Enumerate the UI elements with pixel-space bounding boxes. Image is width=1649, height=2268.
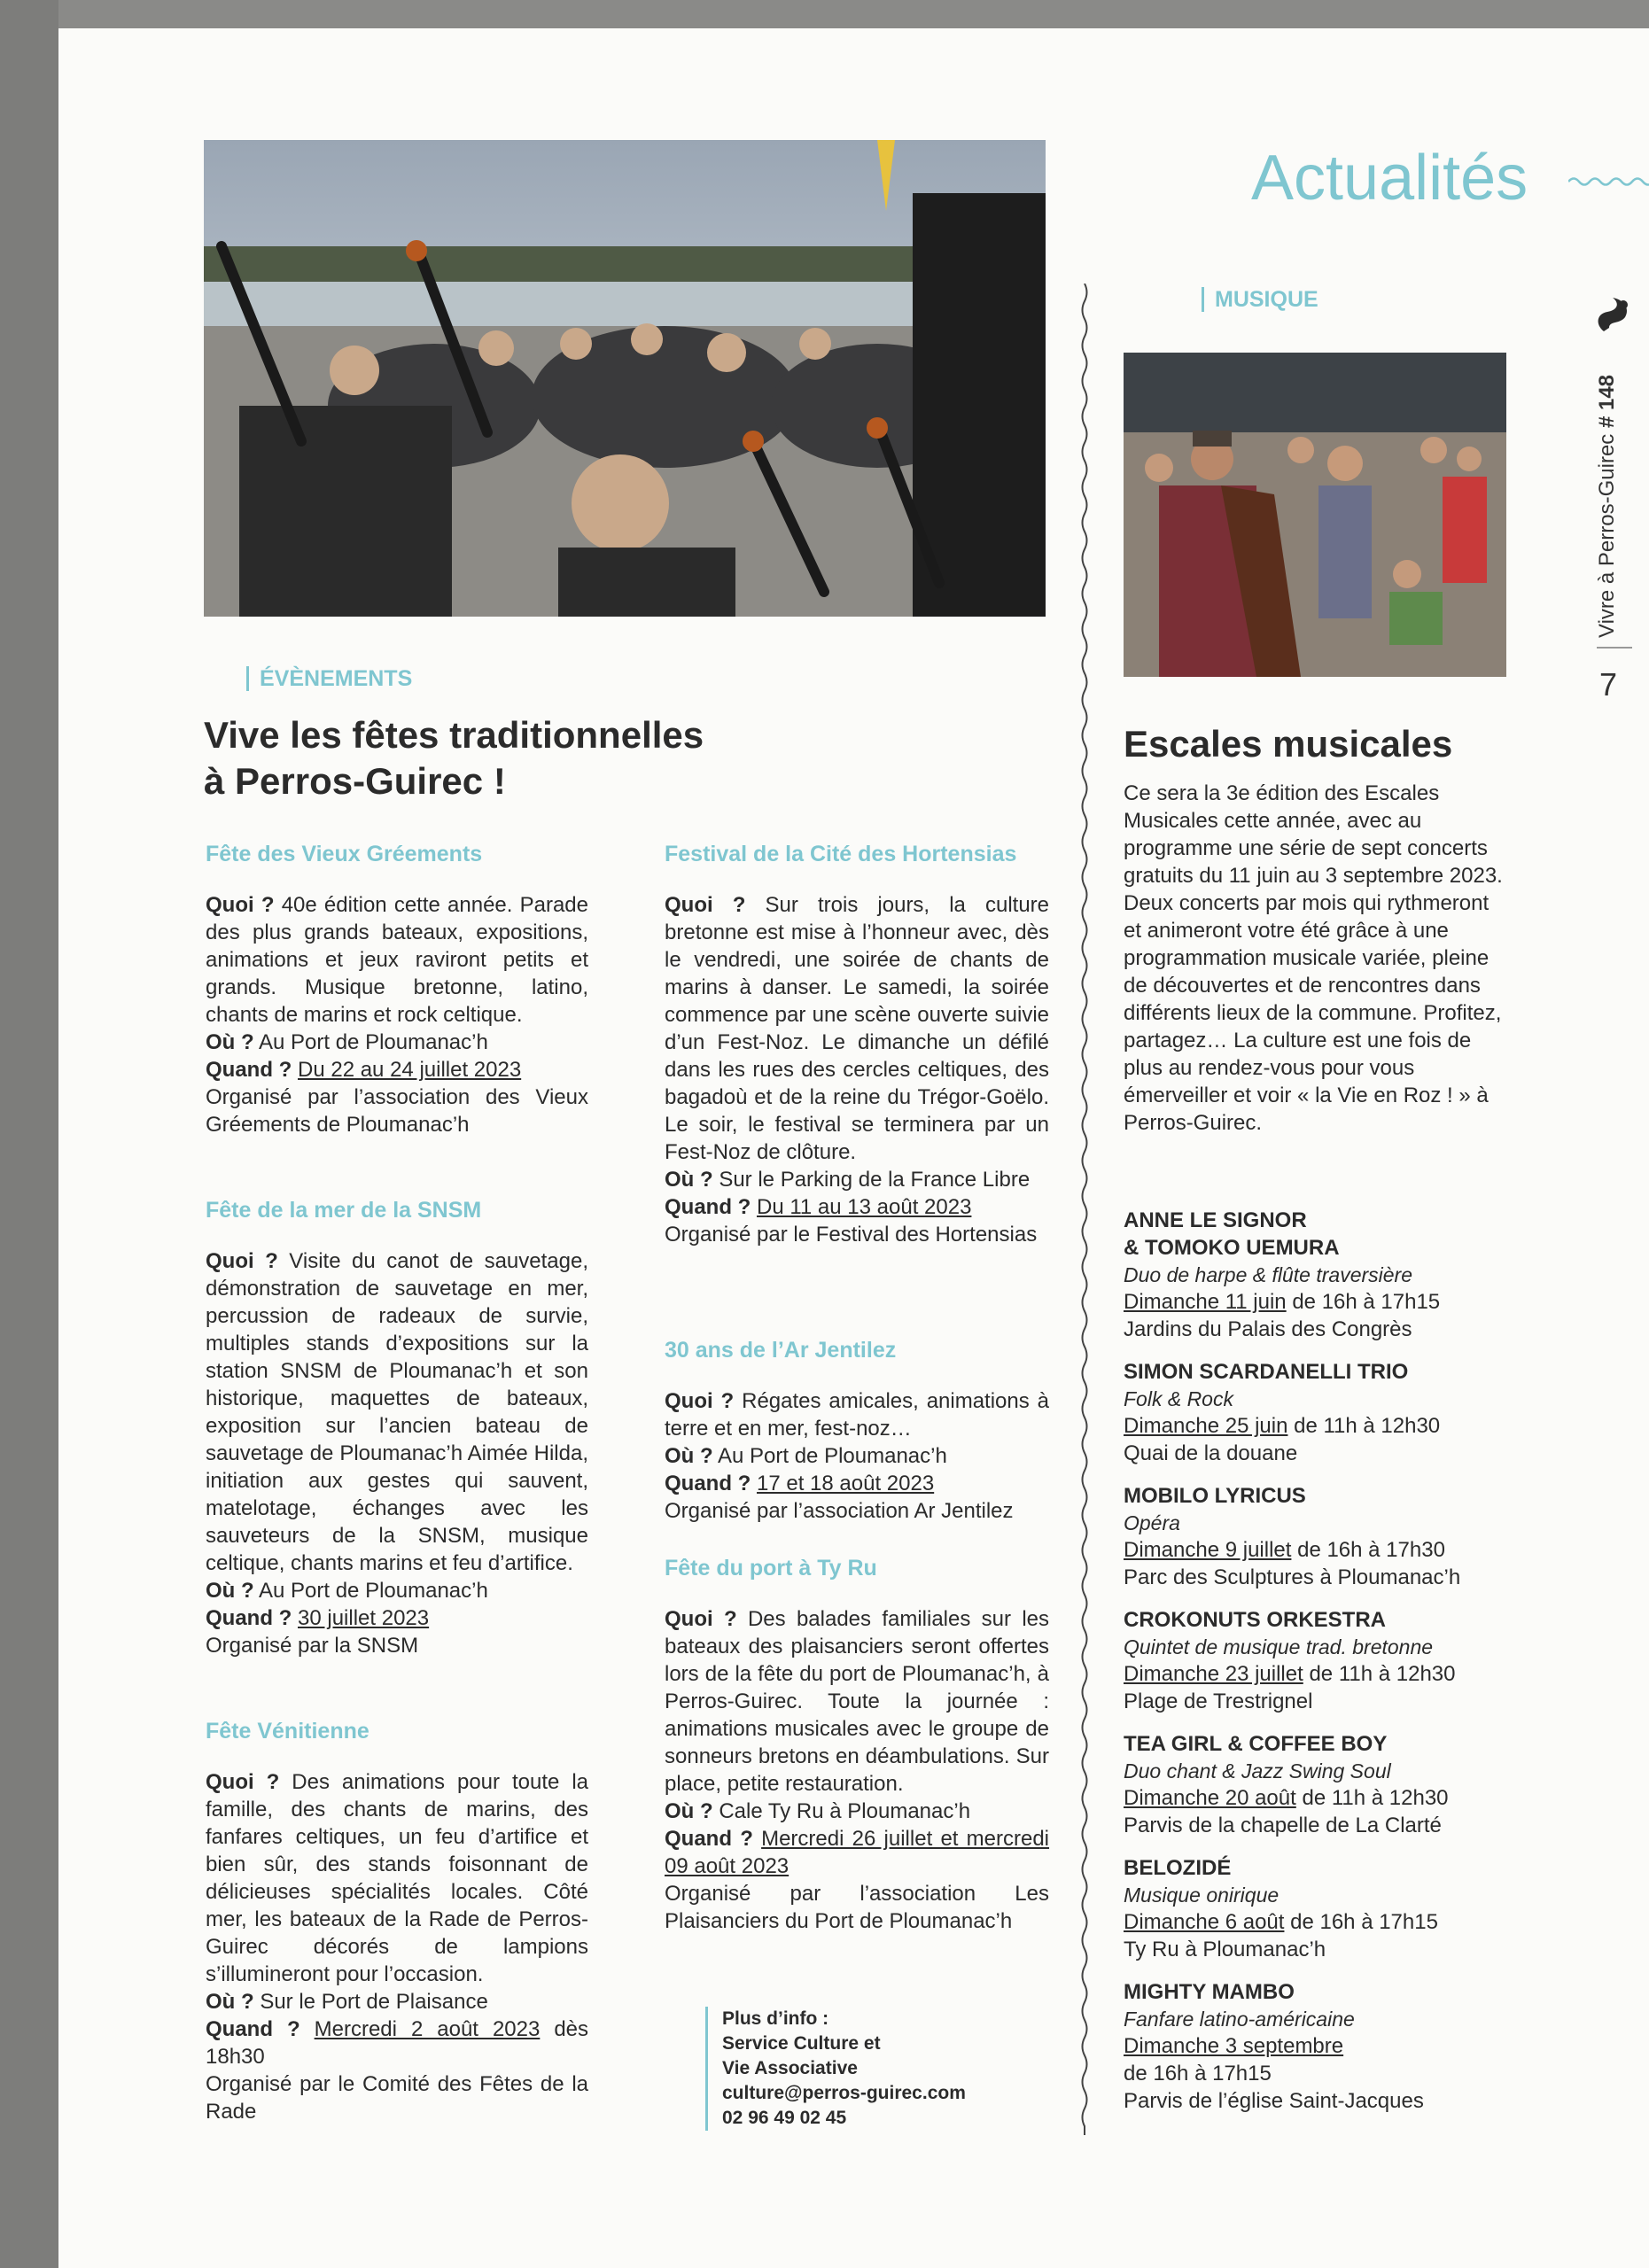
concert-item: [1124, 1730, 1513, 1839]
concert-item: [1124, 1978, 1513, 2115]
concert-item: [1124, 1207, 1513, 1343]
event-ty-ru: Quoi ? Des balades familiales sur les bateaux des plaisanciers seront offertes lors de la fête du port de Ploumanac’h, à Perros-Guirec. Toute la journée : animations musicales avec le groupe de sonneurs bretons en déambulations. Sur place, petite restauration. Où ? Cale Ty Ru à Ploumanac’h Quand ? Mercredi 26 juillet et mercredi 09 août 2023 Organisé par l’association Les Plaisanciers du Port de Ploumanac’h: [665, 1607, 1050, 1933]
subtitle-hortensias: Festival de la Cité des Hortensias: [665, 842, 1017, 866]
subtitle-snsm: Fête de la mer de la SNSM: [206, 1198, 482, 1223]
concert-item: [1124, 1854, 1513, 1963]
concert-item: [1124, 1358, 1513, 1467]
concert-place: Plage de Trestrignel: [1124, 1689, 1313, 1713]
concert-when: Dimanche 9 juillet de 16h à 17h30: [1124, 1538, 1445, 1562]
subtitle-ty-ru: Fête du port à Ty Ru: [665, 1556, 877, 1581]
concert-name: MOBILO LYRICUS: [1124, 1484, 1306, 1508]
concert-when: Dimanche 23 juillet de 11h à 12h30: [1124, 1662, 1456, 1686]
concert-item: [1124, 1606, 1513, 1715]
concert-when: Dimanche 11 juin de 16h à 17h15: [1124, 1290, 1441, 1314]
info-email-link[interactable]: culture@perros-guirec.com: [722, 2083, 966, 2103]
page-number: 7: [1599, 666, 1618, 703]
concert-time: de 16h à 17h15: [1124, 2062, 1272, 2085]
subtitle-venitienne: Fête Vénitienne: [206, 1719, 369, 1744]
section-title: Actualités: [1251, 143, 1528, 214]
concert-place: Parvis de l’église Saint-Jacques: [1124, 2089, 1424, 2113]
events-headline-line2: à Perros-Guirec !: [204, 760, 506, 802]
concert-style: Opéra: [1124, 1511, 1180, 1534]
info-service: Service Culture et: [722, 2033, 881, 2054]
concert-when: Dimanche 20 août de 11h à 12h30: [1124, 1786, 1449, 1810]
scan-border-left: [0, 0, 58, 2268]
concert-place: Parvis de la chapelle de La Clarté: [1124, 1814, 1442, 1837]
concert-when: Dimanche 3 septembre: [1124, 2034, 1344, 2058]
event-vieux-greements: Quoi ? 40e édition cette année. Parade des plus grands bateaux, expositions, animations et jeux raviront petits et grands. Musique bretonne, latino, chants de marins et rock celtique. Où ? Au Port de Ploumanac’h Quand ? Du 22 au 24 juillet 2023 Organisé par l’association des Vieux Gréements de Ploumanac’h: [206, 893, 589, 1137]
concert-when: Dimanche 25 juin de 11h à 12h30: [1124, 1414, 1441, 1438]
page-number-separator: [1597, 647, 1632, 649]
concert-style: Quintet de musique trad. bretonne: [1124, 1635, 1434, 1658]
concert-style: Duo de harpe & flûte traversière: [1124, 1263, 1413, 1286]
concert-place: Jardins du Palais des Congrès: [1124, 1317, 1412, 1341]
concert-name: ANNE LE SIGNOR: [1124, 1208, 1307, 1232]
subtitle-ar-jentilez: 30 ans de l’Ar Jentilez: [665, 1338, 897, 1363]
wave-decoration-icon: [1568, 168, 1649, 195]
concert-item: [1124, 1482, 1513, 1591]
musicians-photo: [1124, 353, 1506, 677]
magazine-logo-icon: [1595, 292, 1634, 337]
concert-list: [1124, 1207, 1513, 2130]
subtitle-vieux-greements: Fête des Vieux Gréements: [206, 842, 483, 866]
concert-name: TEA GIRL & COFFEE BOY: [1124, 1732, 1388, 1756]
music-headline: Escales musicales: [1124, 723, 1453, 765]
event-venitienne: Quoi ? Des animations pour toute la famille, des chants de marins, des fanfares celtiques, un feu d’artifice et bien sûr, des stands foisonnant de délicieuses spécialités locales. Côté mer, les bateaux de la Rade de Perros-Guirec décorés de lampions s’illumineront pour l’occasion. Où ? Sur le Port de Plaisance Quand ? Mercredi 2 août 2023 dès 18h30 Organisé par le Comité des Fêtes de la Rade: [206, 1770, 589, 2124]
event-hortensias: Quoi ? Sur trois jours, la culture bretonne est mise à l’honneur avec, dès le vendredi, une soirée de chants de marins à danser. Le samedi, la soirée commence par une scène ouverte suivie d’un Fest-Noz. Le dimanche un défilé dans les rues des cercles celtiques, des bagadoù et de la reine du Trégor-Goëlo. Le soir, le festival se terminera par un Fest-Noz de clôture. Où ? Sur le Parking de la France Libre Quand ? Du 11 au 13 août 2023 Organisé par le Festival des Hortensias: [665, 893, 1050, 1247]
events-headline-line1: Vive les fêtes traditionnelles: [204, 714, 704, 756]
event-ar-jentilez: Quoi ? Régates amicales, animations à terre et en mer, fest-noz… Où ? Au Port de Ploumanac’h Quand ? 17 et 18 août 2023 Organisé par l’association Ar Jentilez: [665, 1389, 1049, 1523]
info-service-2: Vie Associative: [722, 2058, 858, 2078]
concert-place: Quai de la douane: [1124, 1441, 1298, 1465]
contact-info: [705, 2007, 966, 2131]
concert-name-2: & TOMOKO UEMURA: [1124, 1236, 1340, 1260]
info-phone: 02 96 49 02 45: [722, 2108, 847, 2128]
concert-name: CROKONUTS ORKESTRA: [1124, 1608, 1387, 1632]
concert-style: Duo chant & Jazz Swing Soul: [1124, 1759, 1391, 1783]
side-running-header: Vivre à Perros-Guirec # 148: [1595, 374, 1619, 638]
concert-name: SIMON SCARDANELLI TRIO: [1124, 1360, 1409, 1384]
concert-style: Fanfare latino-américaine: [1124, 2008, 1355, 2031]
column-divider: [1079, 284, 1090, 2135]
bagpipers-photo: [204, 140, 1046, 617]
category-events: ÉVÈNEMENTS: [246, 666, 412, 691]
category-music: MUSIQUE: [1202, 287, 1318, 312]
concert-place: Parc des Sculptures à Ploumanac’h: [1124, 1565, 1461, 1589]
concert-name: BELOZIDÉ: [1124, 1856, 1232, 1880]
concert-style: Musique onirique: [1124, 1884, 1280, 1907]
music-intro: Ce sera la 3e édition des Escales Musicales cette année, avec au programme une série de sept concerts gratuits du 11 juin au 3 septembre 2023. Deux concerts par mois qui rythmeront et animeront votre été grâce à une programmation musicale variée, pleine de découvertes et de rencontres dans différents lieux de la commune. Profitez, partagez… La culture est une fois de plus au rendez-vous pour vous émerveiller et voir « la Vie en Roz ! » à Perros-Guirec.: [1124, 781, 1503, 1135]
concert-when: Dimanche 6 août de 16h à 17h15: [1124, 1910, 1438, 1934]
events-headline: [204, 712, 704, 804]
concert-name: MIGHTY MAMBO: [1124, 1980, 1295, 2004]
concert-style: Folk & Rock: [1124, 1387, 1233, 1410]
info-label: Plus d’info :: [722, 2008, 829, 2029]
concert-place: Ty Ru à Ploumanac’h: [1124, 1938, 1326, 1961]
event-snsm: Quoi ? Visite du canot de sauvetage, démonstration de sauvetage en mer, percussion de radeaux de survie, multiples stands d’expositions sur la station SNSM de Ploumanac’h et son historique, maquettes de bateaux, exposition sur l’ancien bateau de sauvetage de Ploumanac’h Aimée Hilda, initiation aux gestes qui sauvent, matelotage, échanges avec les sauveteurs de la SNSM, musique celtique, chants marins et feu d’artifice. Où ? Au Port de Ploumanac’h Quand ? 30 juillet 2023 Organisé par la SNSM: [206, 1249, 589, 1658]
